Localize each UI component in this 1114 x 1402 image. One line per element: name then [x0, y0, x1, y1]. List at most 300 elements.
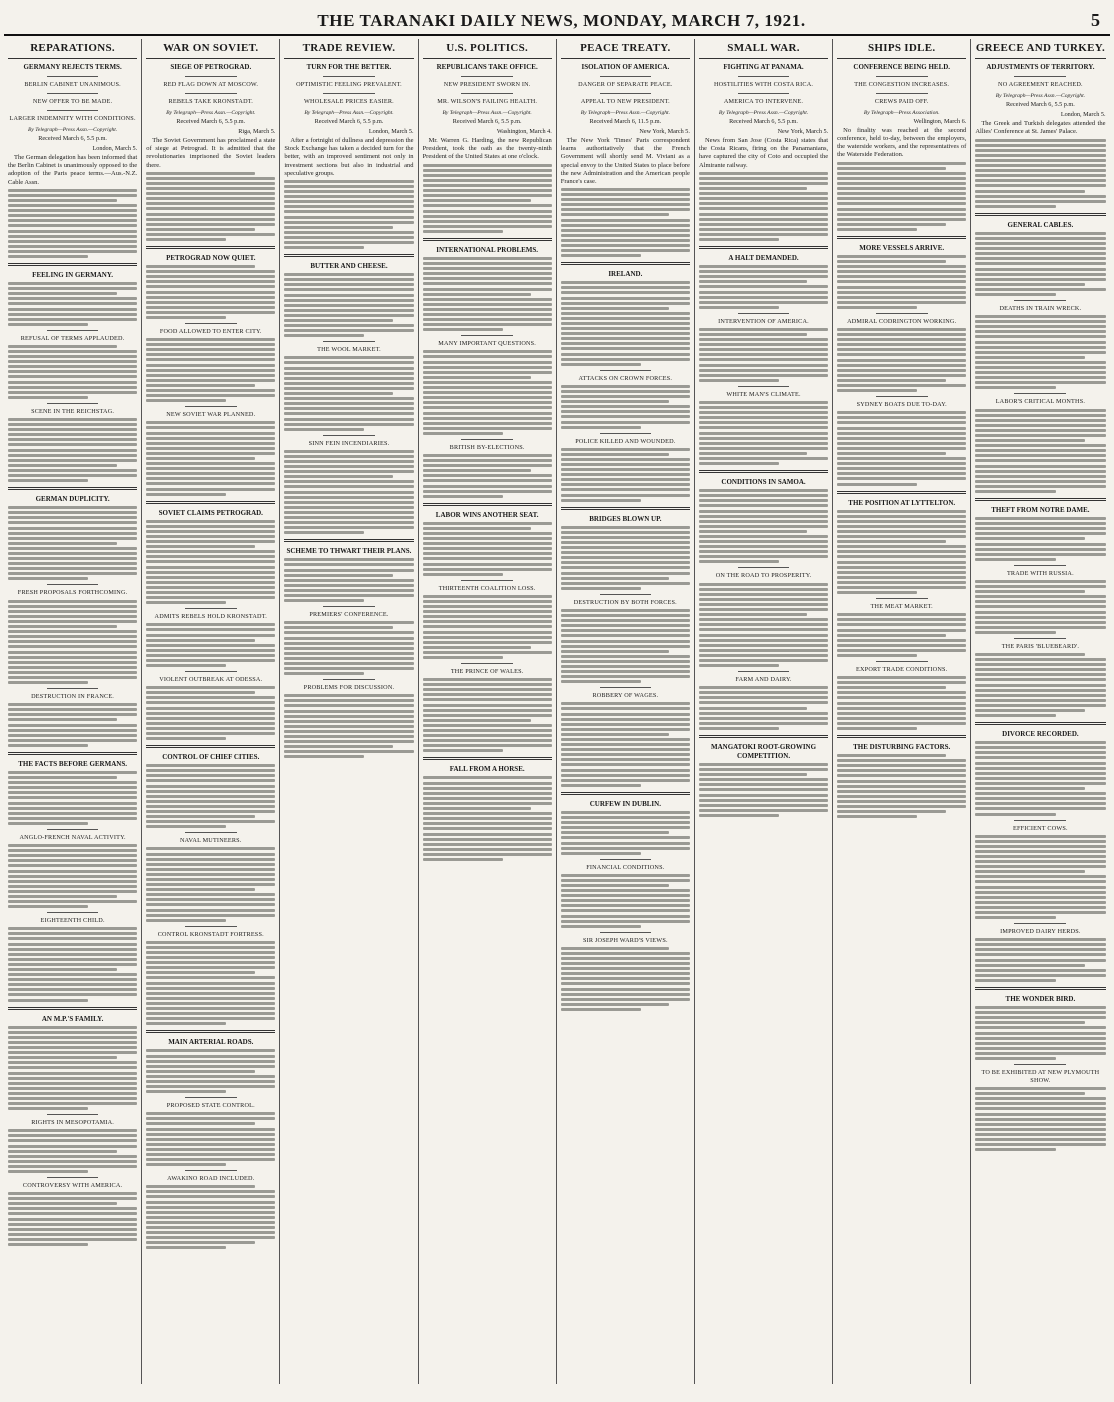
text-line: [837, 182, 966, 185]
text-line: [561, 842, 690, 845]
section-heading: FINANCIAL CONDITIONS.: [586, 863, 665, 871]
text-line: [561, 879, 690, 882]
text-line: [146, 815, 255, 818]
text-line: [975, 880, 1105, 883]
text-line: [284, 372, 413, 375]
text-line: [146, 654, 275, 657]
divider: [323, 341, 375, 342]
text-line: [837, 727, 917, 730]
text-line: [423, 709, 552, 712]
text-line: [423, 323, 552, 326]
text-line: [284, 402, 413, 405]
text-line: [146, 1231, 275, 1234]
text-line: [561, 1003, 670, 1006]
text-line: [561, 400, 670, 403]
text-line: [837, 167, 946, 170]
text-line: [423, 792, 552, 795]
text-line: [8, 527, 137, 530]
text-line: [423, 401, 552, 404]
text-line: [423, 615, 552, 618]
text-line: [837, 639, 966, 642]
text-line: [975, 532, 1105, 535]
text-line: [699, 406, 828, 409]
text-line: [8, 895, 117, 898]
text-line: [561, 947, 670, 950]
dateline: Washington, March 4.: [496, 128, 552, 136]
divider: [185, 608, 237, 609]
text-line: [699, 701, 828, 704]
text-line: [8, 817, 137, 820]
text-line: [837, 427, 966, 430]
text-line: [8, 350, 137, 353]
text-line: [8, 532, 137, 535]
text-line: [423, 625, 552, 628]
column-subheading: OPTIMISTIC FEELING PREVALENT.: [296, 81, 402, 88]
divider: [461, 439, 513, 440]
text-line: [561, 972, 690, 975]
text-line: [975, 896, 1105, 899]
text-line: [423, 537, 552, 540]
text-line: [975, 979, 1056, 982]
text-line: [284, 725, 413, 728]
text-line: [699, 306, 779, 309]
text-line: [8, 1129, 137, 1132]
text-line: [561, 1008, 641, 1011]
text-line: [423, 822, 552, 825]
text-line: [561, 458, 690, 461]
text-line: [146, 280, 275, 283]
section-heading: ON THE ROAD TO PROSPERITY.: [715, 572, 812, 580]
text-line: [975, 154, 1105, 157]
text-line: [8, 734, 137, 737]
section-heading: ADMIRAL CODRINGTON WORKING.: [847, 317, 957, 325]
text-line: [975, 1138, 1105, 1141]
text-line: [284, 278, 413, 281]
text-line: [837, 790, 966, 793]
text-line: [146, 1158, 275, 1161]
text-line: [146, 790, 275, 793]
text-line: [146, 810, 275, 813]
wire-credit: By Telegraph—Press Assn.—Copyright.: [442, 110, 532, 116]
text-line: [837, 805, 966, 808]
section-heading: FALL FROM A HORSE.: [449, 765, 525, 774]
section-heading: FOOD ALLOWED TO ENTER CITY.: [159, 328, 262, 335]
text-line: [975, 787, 1084, 790]
text-line: [284, 704, 413, 707]
divider: [738, 76, 790, 77]
section-divider: [146, 745, 275, 748]
text-line: [561, 634, 690, 637]
text-line: [423, 527, 532, 530]
text-line: [8, 1066, 137, 1069]
text-line: [423, 474, 552, 477]
text-line: [284, 450, 413, 453]
text-line: [146, 1195, 275, 1198]
section-heading: CURFEW IN DUBLIN.: [589, 799, 661, 808]
text-line: [561, 541, 690, 544]
text-line: [8, 1202, 117, 1205]
text-line: [423, 318, 552, 321]
text-line: [975, 242, 1105, 245]
text-line: [975, 840, 1105, 843]
text-line: [8, 729, 137, 732]
text-line: [975, 621, 1105, 624]
column-heading: TRADE REVIEW.: [284, 39, 413, 59]
section-heading: PREMIERS' CONFERENCE.: [309, 611, 389, 619]
text-line: [146, 1163, 226, 1166]
text-line: [975, 767, 1105, 770]
divider: [185, 76, 237, 77]
divider: [185, 406, 237, 407]
text-line: [837, 654, 917, 657]
text-line: [837, 586, 966, 589]
section-heading: EXPORT TRADE CONDITIONS.: [856, 665, 948, 673]
text-line: [699, 494, 828, 497]
text-line: [561, 977, 690, 980]
text-line: [975, 1133, 1105, 1136]
section-divider: [8, 752, 137, 755]
text-line: [146, 941, 275, 944]
text-line: [975, 1102, 1105, 1105]
text-line: [975, 845, 1105, 848]
text-line: [975, 875, 1105, 878]
text-line: [8, 521, 137, 524]
text-line: [561, 821, 690, 824]
text-line: [423, 288, 552, 291]
text-line: [975, 419, 1105, 422]
text-line: [8, 1026, 137, 1029]
text-line: [561, 993, 690, 996]
section-heading: THE PRINCE OF WALES.: [450, 667, 524, 675]
text-line: [284, 579, 413, 582]
text-line: [8, 999, 88, 1002]
text-line: [8, 250, 137, 253]
text-line: [146, 477, 275, 480]
text-line: [146, 1065, 275, 1068]
text-line: [975, 1011, 1105, 1014]
text-line: [8, 572, 137, 575]
text-line: [699, 654, 828, 657]
text-line: [146, 779, 275, 782]
text-line: [146, 1070, 255, 1073]
divider: [738, 93, 790, 94]
text-line: [423, 542, 552, 545]
received-time: Received March 6, 5.5 p.m.: [38, 135, 107, 143]
text-line: [146, 628, 275, 631]
section-heading: DIVORCE RECORDED.: [1002, 730, 1079, 739]
text-line: [699, 712, 828, 715]
text-line: [975, 1021, 1084, 1024]
text-line: [146, 374, 275, 377]
text-line: [561, 758, 690, 761]
text-line: [699, 353, 828, 356]
text-line: [561, 473, 690, 476]
text-line: [699, 530, 808, 533]
text-line: [8, 927, 137, 930]
text-line: [284, 710, 413, 713]
text-line: [837, 815, 917, 818]
text-line: [423, 184, 552, 187]
text-line: [975, 548, 1105, 551]
text-line: [8, 1102, 137, 1105]
text-line: [146, 971, 255, 974]
text-line: [975, 1148, 1056, 1151]
text-line: [8, 418, 137, 421]
text-line: [8, 511, 137, 514]
text-line: [8, 302, 137, 305]
text-line: [8, 552, 137, 555]
text-line: [8, 988, 137, 991]
text-line: [146, 785, 275, 788]
text-line: [975, 537, 1084, 540]
text-line: [8, 194, 137, 197]
text-line: [975, 916, 1056, 919]
text-line: [561, 426, 641, 429]
text-line: [284, 667, 413, 670]
text-line: [146, 457, 255, 460]
text-line: [975, 964, 1084, 967]
section-heading: THEFT FROM NOTRE DAME.: [991, 506, 1090, 514]
divider: [47, 584, 99, 585]
text-line: [699, 301, 828, 304]
text-line: [284, 558, 413, 561]
text-line: [699, 525, 828, 528]
column-subheading: ISOLATION OF AMERICA.: [581, 63, 670, 71]
text-line: [561, 561, 690, 564]
text-line: [146, 1022, 226, 1025]
text-line: [146, 623, 275, 626]
section-heading: TO BE EXHIBITED AT NEW PLYMOUTH SHOW.: [981, 1068, 1100, 1084]
text-line: [146, 1060, 275, 1063]
text-line: [561, 925, 641, 928]
column-heading: WAR ON SOVIET.: [146, 39, 275, 59]
divider: [185, 926, 237, 927]
text-line: [699, 213, 828, 216]
text-line: [699, 778, 828, 781]
text-line: [146, 919, 226, 922]
text-line: [8, 219, 137, 222]
text-line: [837, 296, 966, 299]
text-line: [561, 645, 690, 648]
lead-paragraph: No finality was reached at the second conference, held to-day, between the employers, the waterside workers, and the representatives of the Waterside Federation.: [837, 127, 967, 159]
text-line: [975, 414, 1105, 417]
text-line: [284, 652, 413, 655]
text-line: [975, 325, 1105, 328]
text-line: [837, 280, 966, 283]
text-line: [146, 1017, 275, 1020]
text-line: [146, 863, 275, 866]
text-line: [699, 628, 828, 631]
text-line: [975, 865, 1105, 868]
text-line: [975, 454, 1105, 457]
text-line: [699, 296, 828, 299]
section-heading: FRESH PROPOSALS FORTHCOMING.: [17, 589, 128, 597]
divider: [1014, 923, 1066, 924]
section-heading: PETROGRAD NOW QUIET.: [166, 253, 256, 262]
text-line: [146, 555, 275, 558]
text-line: [8, 318, 137, 321]
text-line: [423, 651, 552, 654]
text-line: [975, 449, 1105, 452]
text-line: [837, 576, 966, 579]
text-line: [146, 177, 275, 180]
text-line: [837, 275, 966, 278]
text-line: [146, 265, 255, 268]
text-line: [423, 683, 552, 686]
text-line: [8, 204, 137, 207]
section-heading: NAVAL MUTINEERS.: [180, 837, 242, 845]
text-line: [561, 249, 690, 252]
text-line: [146, 596, 275, 599]
column-heading: SMALL WAR.: [699, 39, 828, 59]
text-line: [8, 542, 117, 545]
text-line: [561, 229, 690, 232]
text-line: [561, 587, 641, 590]
text-line: [975, 205, 1056, 208]
text-line: [284, 501, 413, 504]
text-line: [284, 329, 413, 332]
text-line: [699, 432, 828, 435]
text-line: [423, 220, 552, 223]
text-line: [146, 493, 226, 496]
text-line: [8, 993, 137, 996]
section-divider: [423, 238, 552, 241]
text-line: [699, 416, 828, 419]
divider: [47, 403, 99, 404]
column-subheading: DANGER OF SEPARATE PEACE.: [578, 81, 673, 88]
text-line: [146, 1211, 275, 1214]
section-heading: CONDITIONS IN SAMOA.: [721, 478, 806, 487]
text-line: [699, 421, 828, 424]
text-line: [8, 1082, 137, 1085]
text-line: [146, 1236, 275, 1239]
text-line: [975, 356, 1084, 359]
text-line: [837, 452, 946, 455]
text-line: [561, 847, 690, 850]
text-line: [284, 715, 413, 718]
text-line: [975, 938, 1105, 941]
text-line: [146, 520, 275, 523]
column-heading: GREECE AND TURKEY.: [975, 39, 1105, 59]
text-line: [561, 769, 690, 772]
text-line: [146, 1122, 255, 1125]
text-line: [837, 550, 966, 553]
text-line: [146, 311, 275, 314]
text-line: [975, 490, 1056, 493]
text-line: [8, 640, 137, 643]
section-heading: CONTROL KRONSTADT FORTRESS.: [157, 930, 264, 938]
text-line: [423, 361, 552, 364]
divider: [600, 594, 652, 595]
text-line: [146, 389, 275, 392]
text-line: [146, 1143, 275, 1146]
text-line: [975, 346, 1105, 349]
column-subheading: FIGHTING AT PANAMA.: [723, 63, 804, 71]
text-line: [561, 619, 690, 622]
text-line: [975, 553, 1105, 556]
wire-credit: By Telegraph—Press Assn.—Copyright.: [304, 110, 394, 116]
text-line: [8, 708, 137, 711]
text-line: [699, 686, 828, 689]
text-line: [284, 319, 393, 322]
text-line: [975, 522, 1105, 525]
text-line: [423, 734, 552, 737]
text-line: [423, 454, 552, 457]
text-line: [146, 820, 275, 823]
text-line: [423, 678, 552, 681]
text-line: [423, 199, 532, 202]
text-line: [561, 982, 690, 985]
newspaper-page: [4, 4, 1110, 1394]
text-line: [423, 225, 552, 228]
divider: [323, 679, 375, 680]
text-line: [837, 364, 966, 367]
text-line: [975, 870, 1084, 873]
text-line: [699, 623, 828, 626]
text-line: [146, 858, 275, 861]
text-line: [975, 1052, 1105, 1055]
text-line: [146, 197, 275, 200]
section-heading: THE PARIS 'BLUEBEARD'.: [1001, 642, 1080, 650]
text-line: [975, 1118, 1105, 1121]
text-line: [284, 226, 393, 229]
text-line: [699, 814, 779, 817]
text-line: [561, 478, 690, 481]
text-line: [146, 364, 275, 367]
text-line: [8, 224, 137, 227]
text-line: [975, 678, 1105, 681]
text-line: [146, 172, 255, 175]
text-line: [8, 739, 137, 742]
section-divider: [8, 487, 137, 490]
text-line: [423, 817, 552, 820]
text-line: [423, 838, 552, 841]
divider: [1014, 638, 1066, 639]
text-line: [837, 717, 966, 720]
text-line: [423, 714, 552, 717]
text-line: [837, 172, 966, 175]
text-line: [975, 1113, 1105, 1116]
text-line: [699, 583, 828, 586]
text-line: [146, 566, 275, 569]
divider: [1014, 565, 1066, 566]
text-line: [146, 535, 275, 538]
text-line: [284, 735, 413, 738]
text-line: [284, 361, 413, 364]
text-line: [146, 432, 275, 435]
text-line: [975, 195, 1105, 198]
text-line: [837, 472, 966, 475]
text-line: [146, 946, 275, 949]
text-line: [699, 504, 828, 507]
lead-paragraph: Mr. Warren G. Harding, the new Republican President, took the oath as the twenty-ninth President of the United States at one o'clock.: [422, 137, 552, 161]
section-heading: PROPOSED STATE CONTROL.: [166, 1102, 255, 1110]
text-line: [8, 235, 137, 238]
text-line: [561, 582, 690, 585]
section-heading: DESTRUCTION IN FRANCE.: [31, 693, 115, 701]
text-line: [284, 294, 413, 297]
text-line: [561, 718, 690, 721]
text-line: [975, 278, 1105, 281]
section-heading: MANGATOKI ROOT-GROWING COMPETITION.: [710, 742, 817, 760]
text-line: [975, 689, 1105, 692]
text-line: [423, 427, 552, 430]
text-line: [8, 479, 88, 482]
text-line: [423, 376, 532, 379]
text-line: [8, 577, 88, 580]
text-line: [8, 245, 137, 248]
text-line: [699, 722, 828, 725]
